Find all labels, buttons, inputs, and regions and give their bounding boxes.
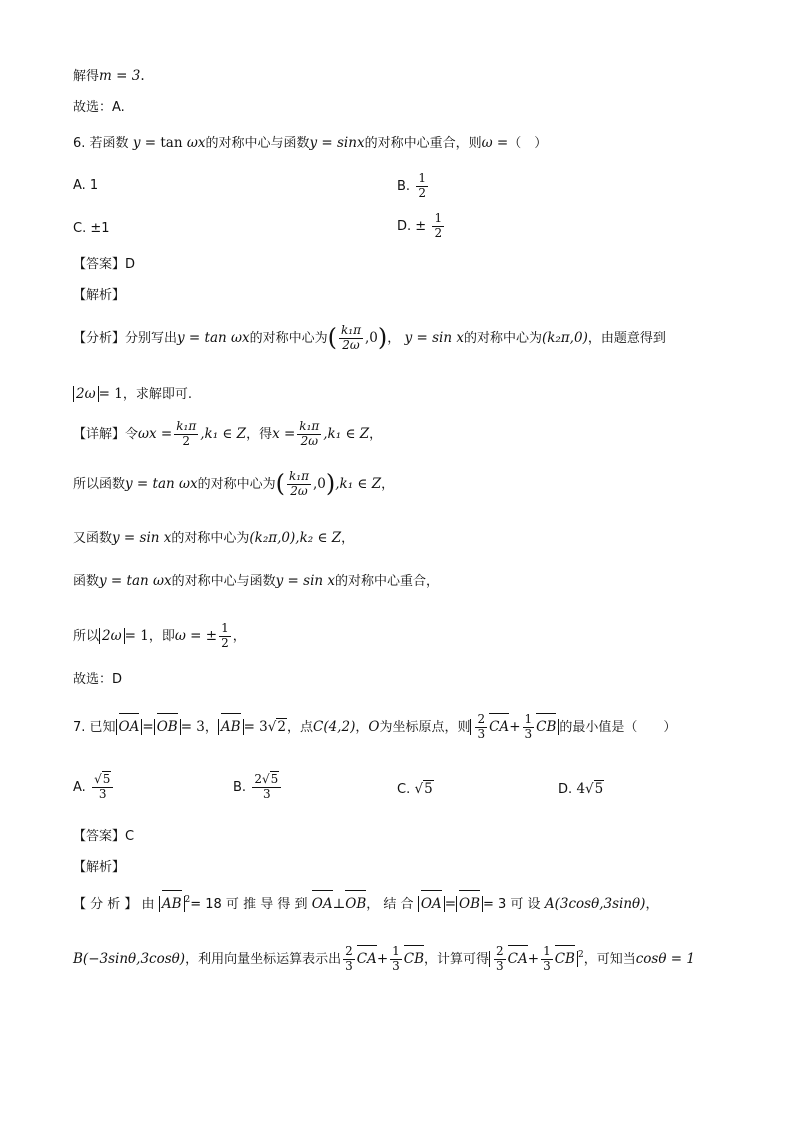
answer-6: 【答案】D xyxy=(73,257,136,272)
option-b: B. $\frac{1}{2}$ xyxy=(397,171,426,200)
question-7: 7. 已知 OA = OB = 3， AB = 3√2，点C(4,2)，O为坐标原点，则 $\frac{2}{3}$ CA+ $\frac{1}{3}$ CB 的最小值是（ ） xyxy=(73,712,677,741)
answer-choice-6: 故选：D xyxy=(73,672,123,687)
option-d: D. ± $\frac{1}{2}$ xyxy=(397,211,443,240)
analysis-7-line1: 【 分 析 】 由 AB $^2$= 18 可 推 导 得 到 OA⊥OB， 结 合 OA = OB = 3 可 设 A(3cosθ,3sinθ)， xyxy=(73,895,659,912)
analysis-heading-7: 【解析】 xyxy=(73,860,126,875)
option-c: C. ±1 xyxy=(73,221,110,236)
analysis-6-line1: 【分析】分别写出y = tan ωx的对称中心为( $\frac{\text{k₁π}}{2\omega}$ ,0)， y = sin x的对称中心为(k₂π,0)，由题意得到 xyxy=(73,323,666,352)
q7-option-d: D. 4√5 xyxy=(558,781,604,797)
answer-7: 【答案】C xyxy=(73,829,135,844)
analysis-7-line2: B(−3sinθ,3cosθ)，利用向量坐标运算表示出 $\frac{2}{3}$ CA+ $\frac{1}{3}$ CB，计算可得 $\frac{2}{3}$ CA+ $\frac{1}{3}$ CB $^2$，可知当cosθ = 1 xyxy=(73,944,695,973)
detail-6-line2: 所以函数y = tan ωx的对称中心为( $\frac{\text{k₁π}}{2\omega}$ ,0),k₁ ∈ Z， xyxy=(73,469,395,498)
option-a: A. 1 xyxy=(73,178,99,193)
analysis-heading-6: 【解析】 xyxy=(73,288,126,303)
line-answer-a: 故选：A. xyxy=(73,100,125,115)
detail-6-line1: 【详解】令ωx = $\frac{\text{k₁π}}{2}$ ,k₁ ∈ Z，得x = $\frac{\text{k₁π}}{2\omega}$ ,k₁ ∈ Z， xyxy=(73,419,383,448)
line-solution-m: 解得m = 3. xyxy=(73,68,145,84)
detail-6-line4: 函数y = tan ωx的对称中心与函数y = sin x的对称中心重合， xyxy=(73,573,440,589)
q7-option-b: B. $\frac{2√5}{3}$ xyxy=(233,773,283,802)
analysis-6-line2: 2ω = 1，求解即可. xyxy=(73,388,192,402)
detail-6-line5: 所以 2ω = 1，即ω = ± $\frac{1}{2}$ ， xyxy=(73,621,246,650)
question-6: 6. 若函数 y = tan ωx的对称中心与函数y = sinx的对称中心重合，则ω =（ ） xyxy=(73,135,548,151)
q7-option-a: A. $\frac{√5}{3}$ xyxy=(73,773,115,802)
q7-option-c: C. √5 xyxy=(397,781,433,797)
detail-6-line3: 又函数y = sin x的对称中心为(k₂π,0),k₂ ∈ Z， xyxy=(73,530,355,546)
